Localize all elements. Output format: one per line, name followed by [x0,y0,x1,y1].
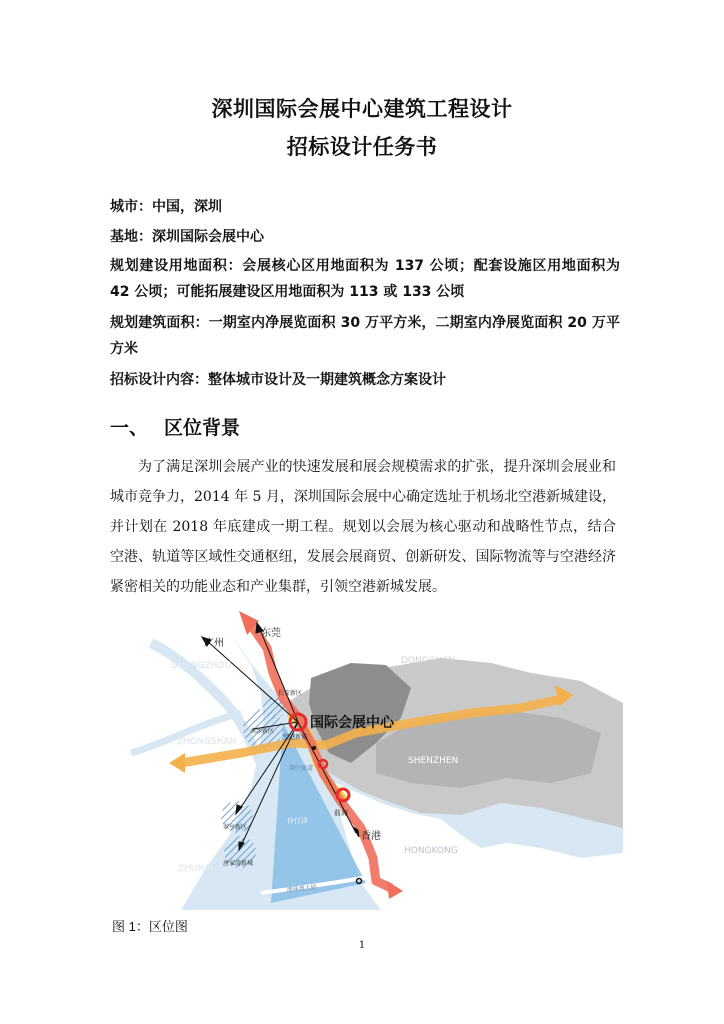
section-number: 一、 [110,417,149,439]
section-heading [110,413,240,440]
label-bridge: 港珠澳大桥 [286,883,318,894]
label-changan: 长安新区 [278,690,303,697]
label-tangjiawan: 唐家湾新城 [223,860,254,867]
label-hongkong-en: HONGKONG [404,846,458,856]
label-guangzhou: 广州 [204,638,224,649]
location-map [111,603,623,910]
label-zhongshan-en: ZHONGSHAN [177,737,237,747]
document-title-line2: 招标设计任务书 [286,135,438,159]
info-building-area: 规划建筑面积：一期室内净展览面积 30 万平方米，二期室内净展览面积 20 万平方米 [110,315,620,357]
label-zhuhai-en: ZHUHAI [178,864,214,874]
label-center: 国际会展中心 [310,715,394,731]
label-qianhai: 前海 [334,809,348,817]
document-title-line1: 深圳国际会展中心建筑工程设计 [211,97,513,121]
label-lingdingyang: 伶仃洋 [287,817,308,825]
info-land-area: 规划建设用地面积：会展核心区用地面积为 137 公顷；配套设施区用地面积为 42 公顷；可能拓展建设区用地面积为 113 或 133 公顷 [110,258,620,300]
figure-caption: 图 1：区位图 [112,919,188,934]
label-guangzhou-en: GUANGZHOU [171,661,232,671]
section-paragraph: 为了满足深圳会展产业的快速发展和展会规模需求的扩张，提升深圳会展业和城市竞争力，2014 年 5 月，深圳国际会展中心确定选址于机场北空港新城建设，并计划在 2018 年底建成一期工程。规划以会展为核心驱动和战略性节点，结合空港、轨道等区域性交通枢纽，发展会展商贸、创新研发、国际物流等与空港经济紧密相关的功能业态和产业集群，引领空港新城发展。 [110,459,616,595]
label-shenzhen-en: SHENZHEN [408,756,459,766]
label-dongguan-en: DONGGUAN [401,656,456,666]
label-nansha: 南沙新区 [250,728,275,735]
section-title: 区位背景 [164,417,241,439]
label-hongkong: 香港 [361,831,381,842]
info-city: 城市：中国，深圳 [110,199,222,215]
label-dongguan: 东莞 [261,628,281,639]
label-konggang: 空港新城 [283,734,308,741]
info-scope: 招标设计内容：整体城市设计及一期建筑概念方案设计 [110,372,446,388]
label-cuiheng: 翠亨新区 [223,824,248,831]
label-road: 深中通道 [289,765,314,772]
info-site: 基地：深圳国际会展中心 [110,229,264,245]
page-number: 1 [358,940,366,951]
